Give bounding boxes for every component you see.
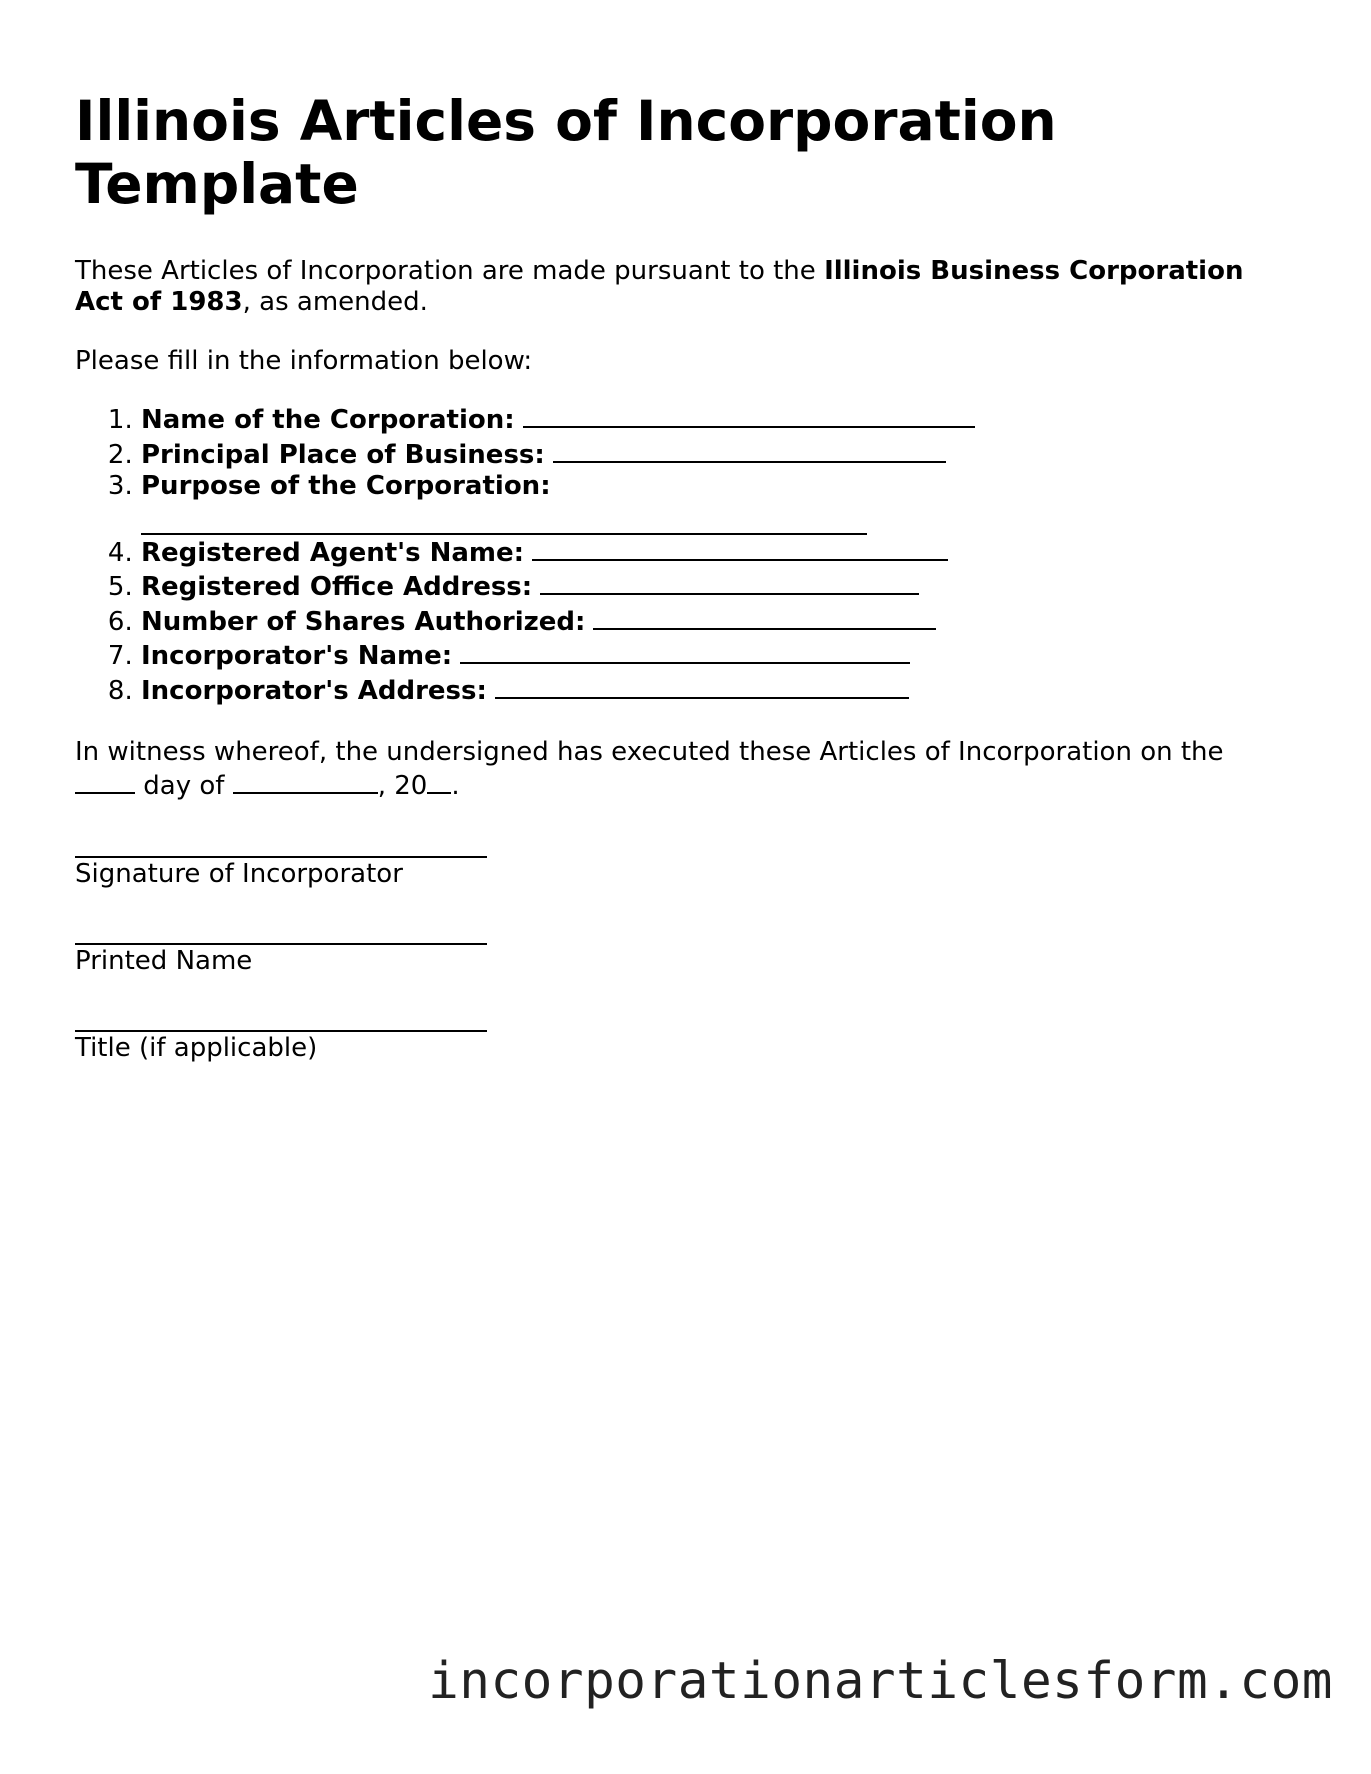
title-line[interactable] (75, 1006, 487, 1032)
field-label-office-address: Registered Office Address: (141, 572, 533, 602)
list-item (141, 604, 1300, 639)
witness-period: . (451, 771, 460, 801)
list-item (141, 437, 1300, 472)
day-blank[interactable] (75, 768, 135, 794)
page-title: Illinois Articles of Incorporation Template (75, 89, 1057, 216)
agent-name-blank[interactable] (532, 535, 948, 561)
field-label-incorporator-name: Incorporator's Name: (141, 641, 453, 671)
incorporator-name-blank[interactable] (460, 638, 910, 664)
witness-day-of: day of (135, 771, 233, 801)
list-item (141, 535, 1300, 570)
witness-paragraph (75, 737, 1300, 802)
title-label: Title (if applicable) (75, 1033, 318, 1063)
office-address-blank[interactable] (540, 569, 919, 595)
list-item (141, 673, 1300, 708)
intro-text-after: , as amended. (242, 287, 428, 317)
footer-website: incorporationarticlesform.com (428, 1652, 1333, 1711)
fill-in-prompt: Please fill in the information below: (75, 346, 533, 376)
intro-act-name: Illinois Business Corporation Act of 1983 (75, 256, 1244, 317)
field-label-principal-place: Principal Place of Business: (141, 439, 545, 470)
printed-name-line[interactable] (75, 919, 487, 945)
signature-block (75, 832, 1300, 1064)
list-item (141, 569, 1300, 604)
intro-text-before: These Articles of Incorporation are made pursuant to the (75, 256, 825, 286)
field-label-agent-name: Registered Agent's Name: (141, 537, 525, 568)
corporation-name-blank[interactable] (523, 402, 975, 428)
witness-text: In witness whereof, the undersigned has executed these Articles of Incorporation on the (75, 737, 1224, 767)
list-item (141, 471, 1300, 535)
list-item (141, 638, 1300, 673)
intro-paragraph (75, 256, 1300, 318)
shares-blank[interactable] (593, 604, 936, 630)
signature-line[interactable] (75, 832, 487, 858)
month-blank[interactable] (233, 768, 378, 794)
field-label-shares: Number of Shares Authorized: (141, 606, 586, 637)
signature-label: Signature of Incorporator (75, 859, 403, 889)
field-label-incorporator-address: Incorporator's Address: (141, 675, 487, 706)
field-label-corporation-name: Name of the Corporation: (141, 405, 515, 435)
list-item (141, 402, 1300, 437)
year-blank[interactable] (427, 768, 451, 794)
principal-place-blank[interactable] (553, 437, 946, 463)
witness-year-prefix: , 20 (377, 771, 428, 801)
incorporator-address-blank[interactable] (495, 673, 909, 699)
printed-name-label: Printed Name (75, 946, 253, 976)
field-label-purpose: Purpose of the Corporation: (141, 471, 551, 501)
fields-list (75, 402, 1300, 707)
document-page (75, 90, 1300, 1064)
purpose-blank[interactable] (141, 503, 867, 535)
